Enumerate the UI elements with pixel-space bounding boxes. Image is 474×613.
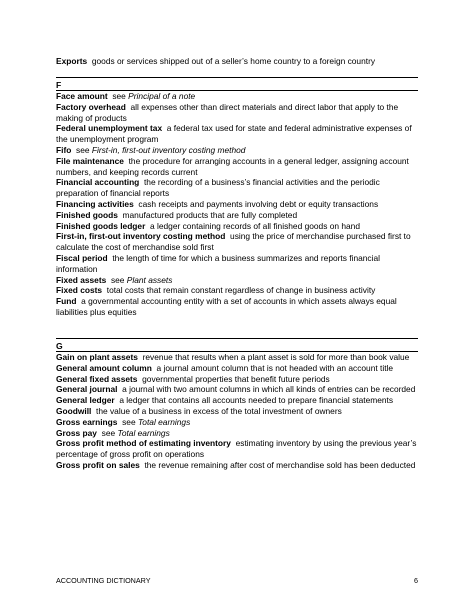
- page-number: 6: [414, 576, 418, 585]
- entry-definition: goods or services shipped out of a seller’s home country to a foreign country: [91, 56, 376, 66]
- entry-definition: a journal amount column that is not headed with an account title: [156, 362, 394, 373]
- entry-definition: all expenses other than direct materials and direct labor that apply to the making of products: [56, 101, 399, 123]
- entry-term: Gain on plant assets: [56, 352, 138, 362]
- entry-term: First-in, first-out inventory costing method: [56, 231, 226, 242]
- dictionary-entry: [56, 438, 418, 460]
- entry-definition: the length of time for which a business summarizes and reports financial information: [56, 252, 380, 274]
- intro-entry: [56, 56, 418, 67]
- entry-term: Face amount: [56, 91, 108, 101]
- see-reference: Plant assets: [126, 274, 173, 285]
- footer-title: ACCOUNTING DICTIONARY: [56, 576, 151, 585]
- dictionary-entry: [56, 417, 418, 428]
- entry-term: General journal: [56, 384, 118, 395]
- dictionary-entry: [56, 395, 418, 406]
- entry-term: Fiscal period: [56, 252, 108, 263]
- entry-definition: the procedure for arranging accounts in a general ledger, assigning account numbers, and keeping records current: [56, 155, 409, 177]
- entry-definition: using the price of merchandise purchased first to calculate the cost of merchandise sold first: [56, 231, 411, 253]
- entry-term: Gross profit on sales: [56, 459, 140, 470]
- entry-definition: see: [101, 427, 118, 438]
- dictionary-entry: [56, 285, 418, 296]
- dictionary-entry: [56, 177, 418, 199]
- dictionary-entry: [56, 231, 418, 253]
- dictionary-entry: [56, 123, 418, 145]
- entry-definition: see: [112, 91, 129, 101]
- entry-term: Factory overhead: [56, 101, 126, 112]
- entry-definition: the value of a business in excess of the total investment of owners: [96, 405, 342, 416]
- section-letter: G: [56, 341, 63, 351]
- entry-definition: a federal tax used for state and federal administrative expenses of the unemployment program: [56, 123, 412, 145]
- entry-definition: total costs that remain constant regardless of change in business activity: [106, 285, 376, 296]
- dictionary-entry: [56, 384, 418, 395]
- entry-term: General fixed assets: [56, 373, 138, 384]
- entry-term: Gross profit method of estimating inventory: [56, 438, 231, 449]
- entry-term: General ledger: [56, 395, 115, 406]
- dictionary-entry: [56, 102, 418, 124]
- entry-term: Goodwill: [56, 405, 92, 416]
- dictionary-entry: [56, 91, 418, 102]
- section-f-entries: [56, 91, 418, 318]
- entry-definition: see: [122, 416, 138, 427]
- dictionary-entry: [56, 363, 418, 374]
- entry-definition: a ledger that contains all accounts needed to prepare financial statements: [119, 395, 394, 406]
- entry-term: Fifo: [56, 144, 72, 155]
- dictionary-entry: [56, 374, 418, 385]
- page-footer: [56, 576, 418, 585]
- dictionary-entry: [56, 460, 418, 471]
- section-header-g: [56, 338, 418, 352]
- entry-definition: a journal with two amount columns in which all kinds of entries can be recorded: [122, 384, 416, 395]
- entry-term: Finished goods ledger: [56, 220, 146, 231]
- dictionary-entry: [56, 145, 418, 156]
- see-reference: Total earnings: [137, 416, 191, 427]
- entry-term: General amount column: [56, 362, 152, 373]
- entry-term: Federal unemployment tax: [56, 123, 163, 134]
- dictionary-entry: [56, 275, 418, 286]
- entry-definition: estimating inventory by using the previous year’s percentage of gross profit on operations: [56, 438, 417, 460]
- see-reference: Total earnings: [117, 427, 170, 438]
- entry-term: Gross pay: [56, 427, 97, 438]
- dictionary-entry: [56, 296, 418, 318]
- entry-term: Fixed assets: [56, 274, 107, 285]
- entry-definition: revenue that results when a plant asset is sold for more than book value: [142, 352, 410, 362]
- entry-definition: a ledger containing records of all finished goods on hand: [150, 220, 360, 231]
- entry-definition: see: [110, 274, 127, 285]
- entry-term: Exports: [56, 56, 88, 66]
- dictionary-entry: [56, 428, 418, 439]
- entry-definition: governmental properties that benefit future periods: [142, 373, 330, 384]
- entry-term: Financing activities: [56, 198, 134, 209]
- entry-definition: a governmental accounting entity with a set of accounts in which assets always equal liabilities plus equities: [56, 296, 397, 317]
- section-letter: F: [56, 80, 62, 90]
- section-header-f: [56, 77, 418, 91]
- entry-definition: cash receipts and payments involving debt or equity transactions: [138, 198, 379, 209]
- entry-definition: manufactured products that are fully completed: [122, 209, 298, 220]
- dictionary-entry: [56, 210, 418, 221]
- dictionary-entry: [56, 352, 418, 363]
- see-reference: First-in, first-out inventory costing method: [91, 144, 246, 155]
- entry-term: Finished goods: [56, 209, 118, 220]
- dictionary-entry: [56, 221, 418, 232]
- dictionary-entry: [56, 156, 418, 178]
- section-g-entries: [56, 352, 418, 471]
- entry-definition: see: [76, 144, 92, 155]
- entry-term: Gross earnings: [56, 416, 118, 427]
- entry-term: Fund: [56, 296, 77, 307]
- dictionary-entry: [56, 253, 418, 275]
- entry-definition: the revenue remaining after cost of merchandise sold has been deducted: [144, 459, 416, 470]
- dictionary-entry: [56, 199, 418, 210]
- dictionary-entry: [56, 406, 418, 417]
- entry-definition: the recording of a business’s financial activities and the periodic preparation of financial reports: [56, 177, 380, 199]
- entry-term: File maintenance: [56, 155, 124, 166]
- entry-term: Fixed costs: [56, 285, 103, 296]
- see-reference: Principal of a note: [128, 91, 196, 101]
- entry-term: Financial accounting: [56, 177, 140, 188]
